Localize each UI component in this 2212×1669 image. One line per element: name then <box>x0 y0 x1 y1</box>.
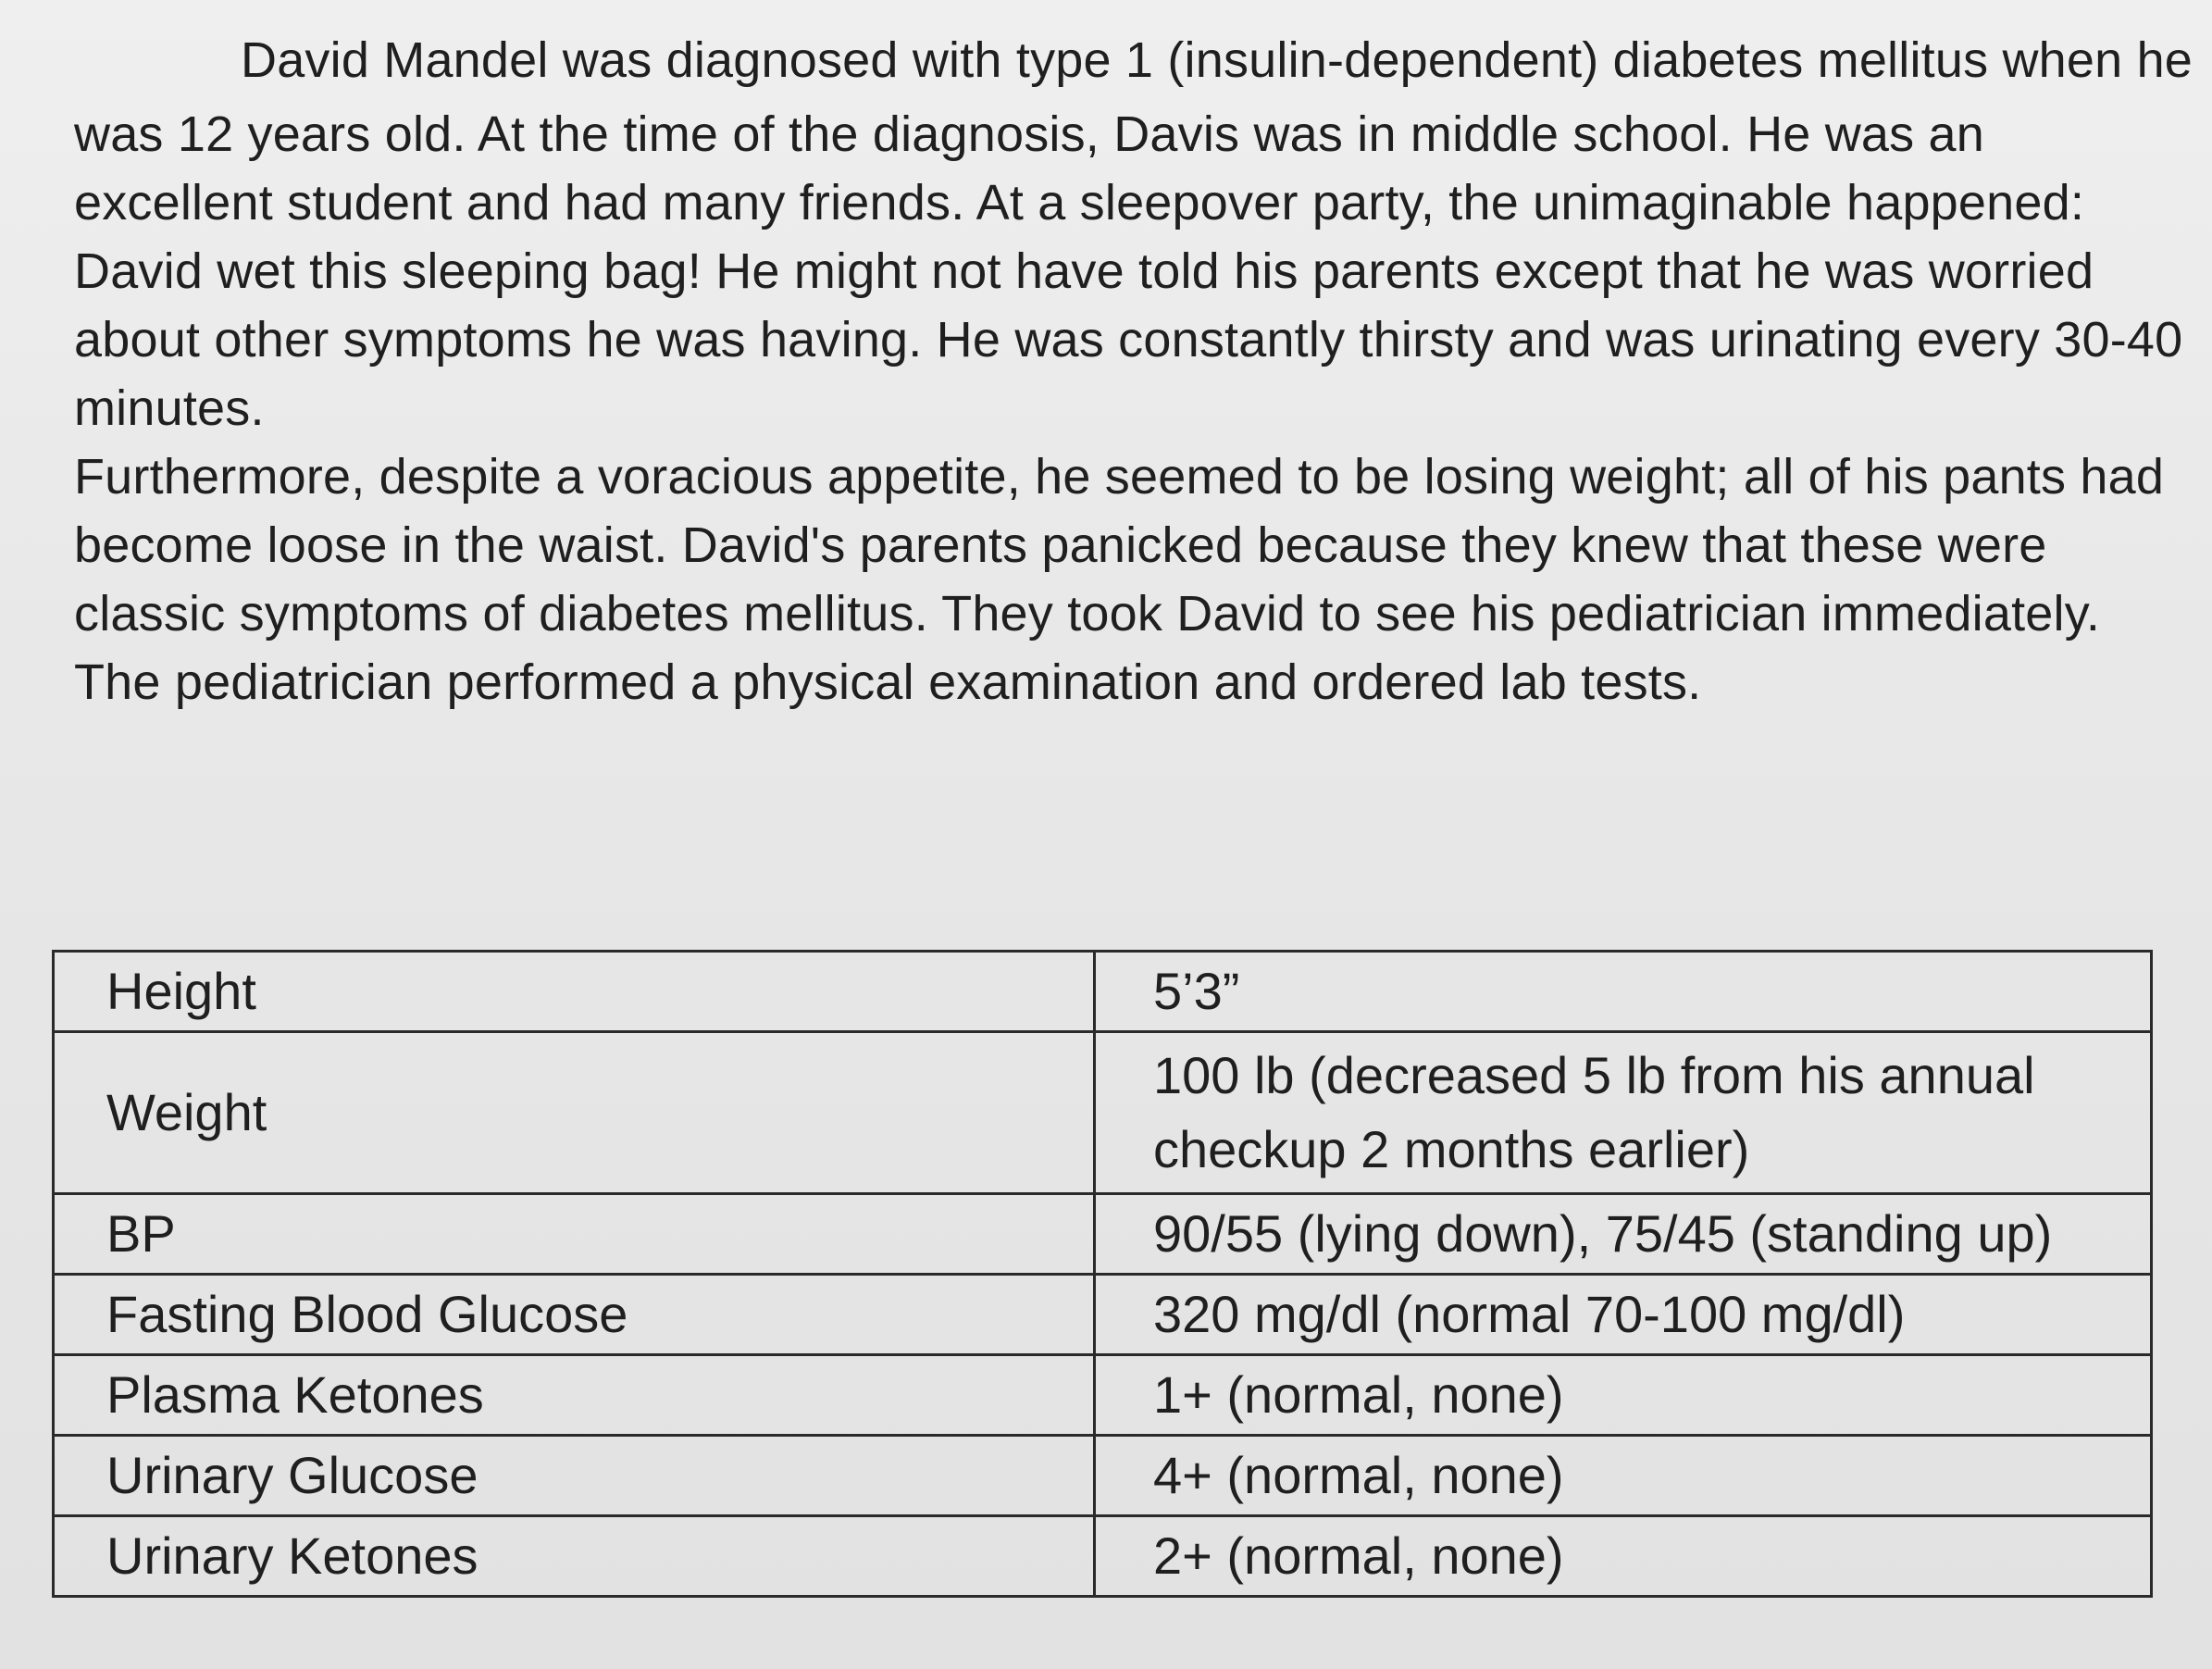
table-row-plasma-ketones <box>54 1355 2152 1436</box>
row-value: 4+ (normal, none) <box>1095 1436 2152 1516</box>
row-value: 5’3” <box>1095 952 2152 1032</box>
table-row-bp <box>54 1194 2152 1275</box>
row-label: Urinary Ketones <box>54 1516 1095 1597</box>
case-paragraph-symptoms: was 12 years old. At the time of the diagnosis, Davis was in middle school. He was an excellent student and had many friends. At a sleepover party, the unimaginable happened: David wet this sleeping bag! He might not have told his parents except that he was worried about other symptoms he was having. He was constantly thirsty and was urinating every 30-40 minutes. <box>74 106 2183 436</box>
table-row-weight <box>54 1032 2152 1194</box>
row-value: 1+ (normal, none) <box>1095 1355 2152 1436</box>
row-value: 2+ (normal, none) <box>1095 1516 2152 1597</box>
table-row-urinary-glucose <box>54 1436 2152 1516</box>
row-label: Weight <box>54 1032 1095 1194</box>
row-value: 100 lb (decreased 5 lb from his annual checkup 2 months earlier) <box>1095 1032 2152 1194</box>
row-label: Fasting Blood Glucose <box>54 1275 1095 1355</box>
row-label: Plasma Ketones <box>54 1355 1095 1436</box>
table-row-fasting-glucose <box>54 1275 2152 1355</box>
row-value: 320 mg/dl (normal 70-100 mg/dl) <box>1095 1275 2152 1355</box>
row-value: 90/55 (lying down), 75/45 (standing up) <box>1095 1194 2152 1275</box>
lab-results-table <box>52 950 2153 1598</box>
case-paragraph-visit: Furthermore, despite a voracious appetite, he seemed to be losing weight; all of his pants had become loose in the waist. David's parents panicked because they knew that these were classic symptoms of diabetes mellitus. They took David to see his pediatrician immediately. The pediatrician performed a physical examination and ordered lab tests. <box>74 449 2165 710</box>
table-row-urinary-ketones <box>54 1516 2152 1597</box>
table-row-height <box>54 952 2152 1032</box>
case-intro-line: David Mandel was diagnosed with type 1 (insulin-dependent) diabetes mellitus when he <box>241 32 2193 88</box>
row-label: Height <box>54 952 1095 1032</box>
row-label: BP <box>54 1194 1095 1275</box>
row-label: Urinary Glucose <box>54 1436 1095 1516</box>
case-description <box>74 26 2193 716</box>
